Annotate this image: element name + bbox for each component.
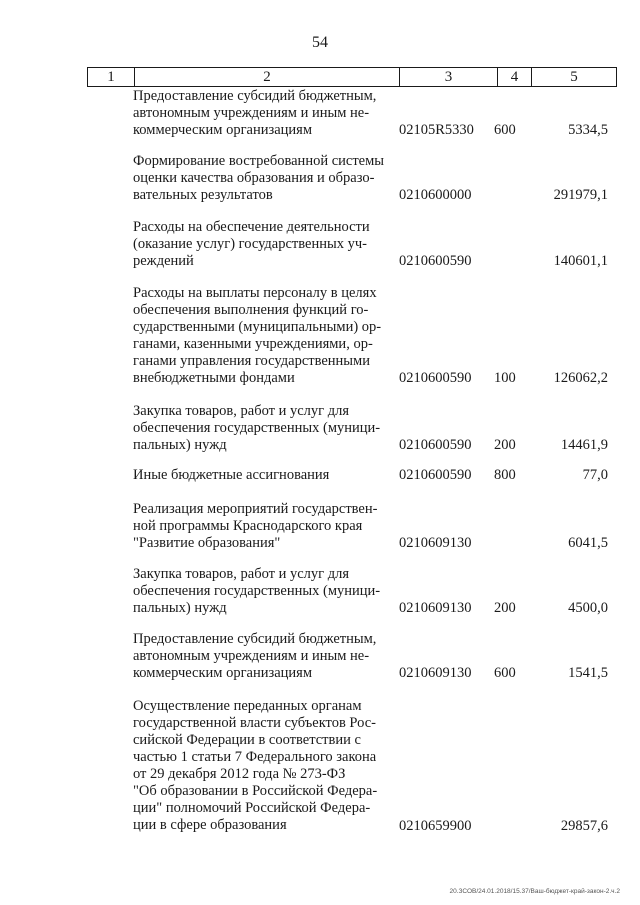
row-code: 0210600590 (399, 437, 472, 453)
row-type: 600 (494, 665, 516, 681)
row-name: Предоставление субсидий бюджетным, автономным учреждениям и иным не- коммерческим организациям (133, 631, 377, 681)
row-name: Реализация мероприятий государствен- ной программы Краснодарского края "Развитие образования" (133, 501, 378, 551)
row-sum: 126062,2 (553, 370, 608, 386)
row-type: 100 (494, 370, 516, 386)
row-name: Иные бюджетные ассигнования (133, 467, 330, 483)
row-code: 02105R5330 (399, 122, 474, 138)
row-code: 0210600590 (399, 253, 472, 269)
column-header-1: 1 (88, 68, 135, 87)
row-code: 0210600000 (399, 187, 472, 203)
row-sum: 291979,1 (553, 187, 608, 203)
row-code: 0210609130 (399, 535, 472, 551)
row-code: 0210600590 (399, 370, 472, 386)
row-sum: 1541,5 (568, 665, 608, 681)
row-code: 0210659900 (399, 818, 472, 834)
column-header-3: 3 (400, 68, 498, 87)
row-type: 200 (494, 600, 516, 616)
row-sum: 4500,0 (568, 600, 608, 616)
row-name: Формирование востребованной системы оценки качества образования и образо- вательных результатов (133, 153, 385, 203)
row-sum: 6041,5 (568, 535, 608, 551)
column-header-table (87, 67, 617, 87)
row-type: 600 (494, 122, 516, 138)
row-name: Расходы на обеспечение деятельности (оказание услуг) государственных уч- реждений (133, 219, 370, 269)
column-header-4: 4 (498, 68, 532, 87)
row-name: Закупка товаров, работ и услуг для обеспечения государственных (муници- пальных) нужд (133, 403, 381, 453)
row-sum: 5334,5 (568, 122, 608, 138)
column-header-2: 2 (135, 68, 400, 87)
row-name: Расходы на выплаты персоналу в целях обеспечения выполнения функций го- сударственными (муниципальными) ор- ганами, казенными учреждениями, ор- ганами управления государственными внебюджетными фондами (133, 285, 382, 386)
row-sum: 77,0 (582, 467, 608, 483)
page-number: 54 (312, 34, 328, 51)
column-header-5: 5 (532, 68, 617, 87)
row-sum: 14461,9 (560, 437, 608, 453)
row-type: 800 (494, 467, 516, 483)
row-code: 0210609130 (399, 665, 472, 681)
row-type: 200 (494, 437, 516, 453)
row-sum: 140601,1 (553, 253, 608, 269)
footer-stamp: 20.ЗСОВ/24.01.2018/15.37/Ваш-бюджет-край-закон-2.ч.2 (449, 888, 620, 895)
row-name: Осуществление переданных органам государственной власти субъектов Рос- сийской Федерации в соответствии с частью 1 статьи 7 Федерального закона от 29 декабря 2012 года № 273-ФЗ "Об образовании в Российской Федера- ции" полномочий Российской Федера- ции в сфере образования (133, 698, 378, 833)
row-name: Предоставление субсидий бюджетным, автономным учреждениям и иным не- коммерческим организациям (133, 88, 377, 138)
row-name: Закупка товаров, работ и услуг для обеспечения государственных (муници- пальных) нужд (133, 566, 381, 616)
row-code: 0210600590 (399, 467, 472, 483)
row-sum: 29857,6 (560, 818, 608, 834)
row-code: 0210609130 (399, 600, 472, 616)
